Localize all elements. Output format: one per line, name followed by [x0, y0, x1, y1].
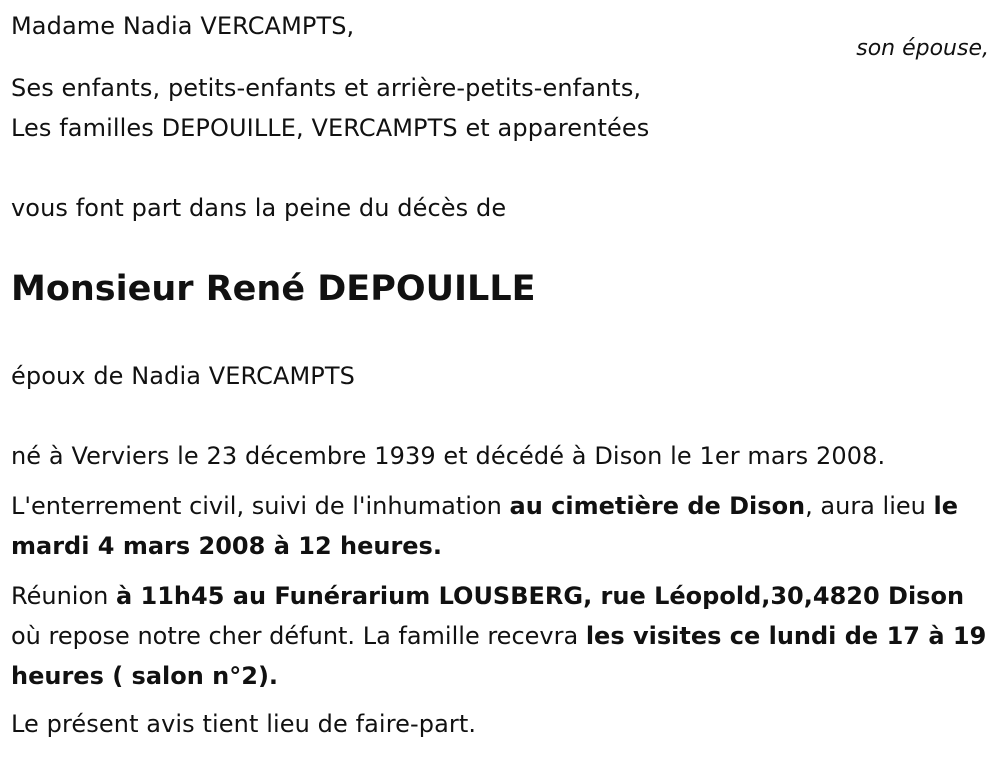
- birth-death-line: né à Verviers le 23 décembre 1939 et décédé à Dison le 1er mars 2008.: [11, 442, 886, 470]
- obituary-notice: [11, 0, 993, 760]
- spouse-line: époux de Nadia VERCAMPTS: [11, 362, 355, 390]
- closing-line: Le présent avis tient lieu de faire-part.: [11, 710, 477, 738]
- meeting-paragraph: [11, 576, 993, 696]
- wife-role: son épouse,: [856, 36, 989, 61]
- visiting-hours: les visites ce lundi de 17 à 19 heures ( salon n°2).: [11, 622, 987, 690]
- meeting-location: à 11h45 au Funérarium LOUSBERG, rue Léopold,30,4820 Dison: [115, 582, 965, 610]
- funeral-text-2: , aura lieu: [805, 492, 934, 520]
- wife-line: Madame Nadia VERCAMPTS,: [11, 12, 355, 40]
- funeral-cemetery: au cimetière de Dison: [509, 492, 806, 520]
- funeral-date: le mardi 4 mars 2008 à 12 heures.: [11, 492, 958, 560]
- meeting-text-1: Réunion: [11, 582, 116, 610]
- children-line: Ses enfants, petits-enfants et arrière-petits-enfants,: [11, 74, 642, 102]
- funeral-text-1: L'enterrement civil, suivi de l'inhumation: [11, 492, 510, 520]
- deceased-name: Monsieur René DEPOUILLE: [11, 269, 536, 309]
- funeral-paragraph: [11, 486, 993, 566]
- meeting-text-2: où repose notre cher défunt. La famille recevra: [11, 622, 586, 650]
- announcement-line: vous font part dans la peine du décès de: [11, 194, 507, 222]
- families-line: Les familles DEPOUILLE, VERCAMPTS et apparentées: [11, 114, 650, 142]
